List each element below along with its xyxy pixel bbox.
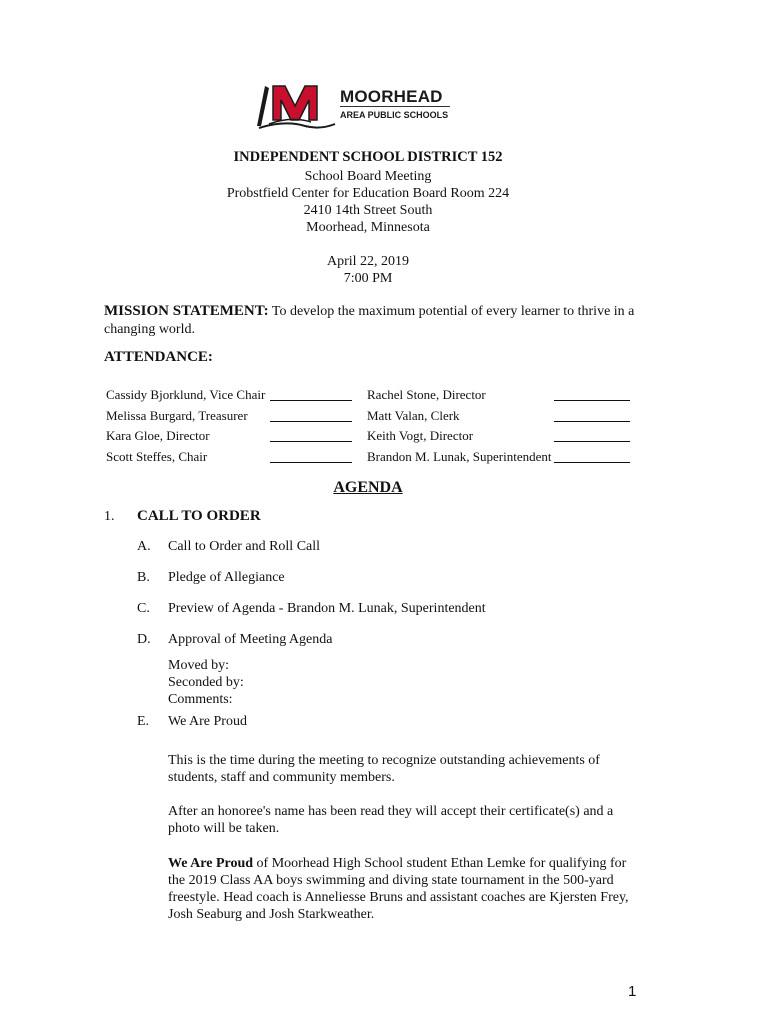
proud-instructions-paragraph: After an honoree's name has been read they will accept their certificate(s) and a photo will be taken. <box>168 804 614 836</box>
moved-by-label: Moved by: <box>168 658 230 673</box>
attendance-blank <box>554 409 630 427</box>
attendance-blank <box>554 450 630 468</box>
attendee-name: Kara Gloe, Director <box>106 428 210 443</box>
agenda-item-letter: B. <box>137 570 150 585</box>
attendee-name: Cassidy Bjorklund, Vice Chair <box>106 387 266 402</box>
attendance-blank <box>270 409 352 427</box>
district-title: INDEPENDENT SCHOOL DISTRICT 152 <box>233 149 503 165</box>
proud-honoree-text: of Moorhead High School student Ethan Lemke for qualifying for the 2019 Class AA boys swimming and diving state tournament in the 500-yard freestyle. Head coach is Anneliesse Bruns and assistant coaches are Kjersten Frey, Josh Seaburg and Josh Starkweather. <box>168 856 629 922</box>
page-number: 1 <box>628 983 637 1000</box>
attendance-blank <box>270 429 352 447</box>
mission-label: MISSION STATEMENT: <box>104 303 269 319</box>
mission-text: To develop the maximum potential of every learner to thrive in a changing world. <box>104 304 635 337</box>
attendance-blank <box>554 429 630 447</box>
agenda-item-letter: E. <box>137 714 150 729</box>
meeting-name: School Board Meeting <box>304 169 432 184</box>
attendance-heading: ATTENDANCE: <box>104 349 213 365</box>
attendee-name: Keith Vogt, Director <box>367 428 474 443</box>
agenda-item-letter: A. <box>137 539 151 554</box>
agenda-item-label: Call to Order and Roll Call <box>168 539 321 554</box>
proud-honoree-paragraph <box>168 855 638 923</box>
logo-divider <box>340 106 450 107</box>
agenda-item-label: Preview of Agenda - Brandon M. Lunak, Superintendent <box>168 601 486 616</box>
meeting-date: April 22, 2019 <box>326 254 410 269</box>
attendee-name: Scott Steffes, Chair <box>106 449 208 464</box>
agenda-item-label: Approval of Meeting Agenda <box>168 632 333 647</box>
attendee-name: Matt Valan, Clerk <box>367 408 460 423</box>
mission-statement <box>104 302 644 339</box>
proud-bold-label: We Are Proud <box>168 856 254 871</box>
agenda-heading: AGENDA <box>333 479 403 496</box>
meeting-time: 7:00 PM <box>343 271 393 286</box>
attendee-name: Brandon M. Lunak, Superintendent <box>367 449 552 464</box>
agenda-item-letter: D. <box>137 632 151 647</box>
agenda-item-letter: C. <box>137 601 150 616</box>
logo-subtitle: AREA PUBLIC SCHOOLS <box>340 110 449 120</box>
meeting-street: 2410 14th Street South <box>303 203 433 218</box>
logo-title: MOORHEAD <box>340 87 443 106</box>
attendance-blank <box>554 388 630 406</box>
agenda-item-label: Pledge of Allegiance <box>168 570 285 585</box>
attendee-name: Melissa Burgard, Treasurer <box>106 408 248 423</box>
comments-label: Comments: <box>168 692 233 707</box>
proud-intro-paragraph: This is the time during the meeting to recognize outstanding achievements of students, staff and community members. <box>168 753 600 785</box>
section-title: CALL TO ORDER <box>137 508 261 524</box>
meeting-location: Probstfield Center for Education Board Room 224 <box>226 186 510 201</box>
attendance-blank <box>270 388 352 406</box>
moorhead-m-logo-icon <box>255 80 345 134</box>
attendance-blank <box>270 450 352 468</box>
meeting-city: Moorhead, Minnesota <box>306 220 430 235</box>
agenda-item-label: We Are Proud <box>168 714 247 729</box>
attendee-name: Rachel Stone, Director <box>367 387 486 402</box>
section-number: 1. <box>104 509 115 524</box>
seconded-by-label: Seconded by: <box>168 675 244 690</box>
